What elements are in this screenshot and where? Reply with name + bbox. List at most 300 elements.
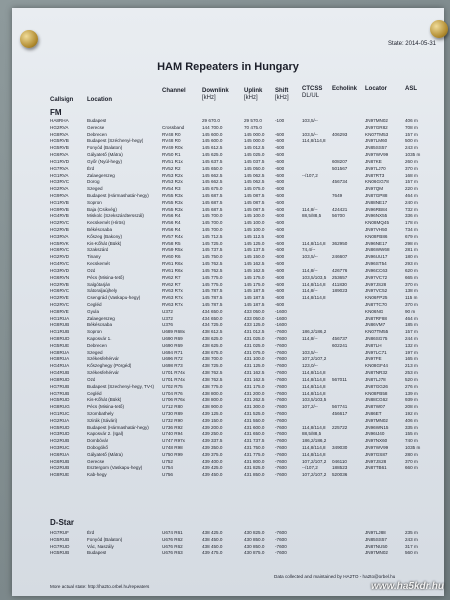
- cell-up: 145 100.0: [244, 220, 265, 226]
- cell-loc: Sopron: [87, 329, 102, 335]
- cell-ch: U754: [162, 465, 173, 471]
- cell-call: HG4RVC: [50, 261, 70, 267]
- cell-ct: 186,2/186,2: [302, 329, 327, 335]
- cell-sh: -7600: [275, 536, 287, 542]
- cell-ec: 426776: [332, 267, 348, 273]
- table-row: [12, 322, 444, 329]
- cell-ct: 114,8/114,8: [302, 390, 326, 396]
- cell-sh: -600: [275, 152, 285, 158]
- cell-up: 431 262.5: [244, 397, 265, 403]
- header-uplink: Uplink [kHz]: [244, 88, 263, 101]
- cell-sh: -600: [275, 254, 285, 260]
- cell-loc: Tinany: [87, 254, 101, 260]
- cell-lo: JN97VC72: [365, 274, 388, 280]
- cell-dn: 145 762.5: [202, 261, 223, 267]
- cell-call: HG2RVB: [50, 281, 69, 287]
- cell-up: 145 000.0: [244, 138, 265, 144]
- cell-up: 433 050.0: [244, 308, 265, 314]
- cell-lo: JN87LJ78: [365, 376, 386, 382]
- cell-up: 431 025.0: [244, 336, 265, 341]
- cell-asl: 740 m: [405, 438, 418, 444]
- cell-lo: JN97NX60: [365, 438, 388, 444]
- cell-dn: 145 775.0: [202, 281, 223, 287]
- cell-ct: 88,5/88,5: [302, 431, 322, 437]
- cell-ct: 103,5/--: [302, 131, 318, 137]
- cell-loc: Kis-Kőhát (Bükk): [87, 240, 122, 246]
- cell-call: HG2RUB: [50, 438, 70, 444]
- table-row: [12, 179, 444, 186]
- cell-ch: RV56 R4: [162, 220, 181, 226]
- cell-sh: -1600: [275, 315, 287, 321]
- cell-sh: -7600: [275, 383, 287, 389]
- cell-lo: JN85SS57: [365, 145, 387, 151]
- cell-ch: RV60 R6: [162, 254, 181, 260]
- cell-ec: 411830: [332, 281, 347, 287]
- cell-dn: 439 375.0: [202, 451, 223, 457]
- cell-loc: Budapest (Hármashatár-hegy): [87, 192, 149, 198]
- cell-ch: Crossband: [162, 124, 185, 130]
- cell-ec: 406293: [332, 131, 348, 137]
- cell-ec: 567741: [332, 404, 348, 410]
- cell-call: HG2RVC: [50, 220, 70, 226]
- cell-lo: JN97MN02: [365, 417, 388, 423]
- cell-dn: 145 600.0: [202, 138, 223, 144]
- cell-ch: U701 R74x: [162, 370, 185, 376]
- cell-ec: 188523: [332, 465, 348, 471]
- table-row: [12, 384, 444, 391]
- cell-ch: RV48 R0: [162, 138, 181, 144]
- table-row: [12, 193, 444, 200]
- cell-dn: 145 787.5: [202, 288, 223, 294]
- cell-sh: -7600: [275, 376, 287, 382]
- cell-call: HG8RUD: [50, 336, 70, 341]
- cell-sh: -7600: [275, 438, 287, 444]
- cell-up: 431 125.0: [244, 363, 265, 369]
- header-locator: Locator: [365, 86, 388, 92]
- table-row: [12, 173, 444, 180]
- cell-lo: KN06GG78: [365, 179, 389, 185]
- pushpin-icon: [430, 20, 448, 38]
- table-row: [12, 431, 444, 438]
- table-row: [12, 132, 444, 139]
- cell-lo: JN96WN15: [365, 424, 389, 430]
- cell-asl: 276 m: [405, 383, 418, 389]
- cell-ch: U676 R62: [162, 543, 183, 549]
- cell-ct: 103,5/--: [302, 118, 318, 123]
- cell-asl: 157 m: [405, 131, 418, 137]
- cell-dn: 439 150.0: [202, 417, 223, 423]
- cell-ct: 114,8/114,8: [302, 445, 326, 450]
- cell-loc: Ozd: [87, 267, 96, 273]
- cell-lo: JN97GR82: [365, 124, 388, 130]
- cell-up: 431 162.5: [244, 370, 265, 376]
- cell-up: 431 775.0: [244, 451, 265, 457]
- cell-dn: 438 612.5: [202, 329, 223, 335]
- cell-dn: 438 425.0: [202, 530, 223, 535]
- cell-sh: -7600: [275, 342, 287, 348]
- cell-sh: -7600: [275, 424, 287, 430]
- cell-sh: -600: [275, 247, 285, 253]
- cell-ec: 189023: [332, 288, 348, 294]
- cell-loc: Zalaegerszeg: [87, 315, 115, 321]
- cell-asl: 734 m: [405, 227, 418, 232]
- cell-ct: 103,5/103,5: [302, 397, 327, 403]
- cell-up: 431 100.0: [244, 356, 265, 362]
- cell-ct: 114,8/114,8: [302, 370, 326, 376]
- cell-sh: -600: [275, 281, 285, 287]
- cell-call: HG5RUE: [50, 342, 70, 348]
- cell-call: HG2RVE: [50, 295, 69, 301]
- cell-dn: 145 737.5: [202, 247, 223, 253]
- cell-up: 431 175.0: [244, 383, 265, 389]
- cell-lo: JN97WV99: [365, 445, 389, 450]
- cell-lo: JN87TB61: [365, 465, 387, 471]
- cell-ch: U740 R94: [162, 431, 183, 437]
- cell-ch: RV54 R3: [162, 186, 181, 192]
- cell-loc: Szeged: [87, 186, 103, 192]
- cell-loc: Kecskemét: [87, 261, 110, 267]
- cell-sh: -7600: [275, 363, 287, 369]
- cell-up: 431 162.5: [244, 376, 265, 382]
- table-row: [12, 309, 444, 316]
- cell-call: HG3RVC: [50, 179, 70, 185]
- cell-ct: 114,8/--: [302, 336, 318, 341]
- cell-asl: 132 m: [405, 342, 418, 348]
- cell-ct: 114,8/114,8: [302, 424, 326, 430]
- cell-lo: JN87GP88: [365, 192, 388, 198]
- cell-call: HG1RUB: [50, 329, 70, 335]
- cell-ct: 114,8/114,8: [302, 240, 326, 246]
- cell-call: HG2RVC: [50, 301, 70, 307]
- table-row: [12, 425, 444, 432]
- cell-ct: 107,2/--: [302, 404, 318, 410]
- table-row: [12, 125, 444, 132]
- table-row: [12, 261, 444, 268]
- cell-dn: 145 612.5: [202, 145, 223, 151]
- cell-call: HG5RVK: [50, 240, 69, 246]
- table-row: [12, 343, 444, 350]
- cell-call: HG7RUB: [50, 383, 70, 389]
- cell-ec: 362950: [332, 240, 348, 246]
- cell-asl: 180 m: [405, 254, 418, 260]
- cell-call: HA8RHA: [50, 118, 69, 123]
- cell-ch: U376: [162, 322, 173, 328]
- cell-loc: Gerecse: [87, 124, 105, 130]
- cell-loc: Szirák (Sávári): [87, 417, 118, 423]
- cell-ct: 114,8/114,8: [302, 281, 326, 287]
- cell-up: 145 162.5: [244, 267, 265, 273]
- table-row: [12, 411, 444, 418]
- cell-ch: RV55 R3x: [162, 206, 183, 212]
- cell-up: 145 087.5: [244, 192, 265, 198]
- cell-dn: 145 687.5: [202, 192, 223, 198]
- table-row: [12, 302, 444, 309]
- cell-call: HG8RUB: [50, 322, 70, 328]
- cell-ch: U676 R63: [162, 550, 183, 556]
- cell-asl: 406 m: [405, 417, 418, 423]
- cell-lo: JN96RB84: [365, 206, 388, 212]
- cell-ch: U756: [162, 472, 173, 478]
- table-row: [12, 138, 444, 145]
- cell-call: HG5RUD: [50, 397, 70, 403]
- cell-sh: -7600: [275, 349, 287, 355]
- cell-ch: U736 R92: [162, 424, 183, 430]
- cell-dn: 439 425.0: [202, 465, 223, 471]
- cell-ch: RV48 R0: [162, 131, 181, 137]
- cell-sh: -600: [275, 131, 285, 137]
- cell-ch: U696 R72: [162, 356, 183, 362]
- cell-asl: 298 m: [405, 240, 418, 246]
- cell-call: HG8RVE: [50, 308, 69, 314]
- cell-dn: 144 700.0: [202, 124, 223, 130]
- cell-lo: JN87KE: [365, 158, 382, 164]
- cell-up: 431 600.0: [244, 424, 265, 430]
- cell-dn: 438 450.0: [202, 536, 223, 542]
- cell-ch: U752: [162, 458, 173, 464]
- cell-asl: 240 m: [405, 199, 418, 205]
- cell-call: HG1RVB: [50, 199, 69, 205]
- cell-ch: U712 R80: [162, 404, 183, 410]
- cell-ch: RV59 R5x: [162, 247, 183, 253]
- table-row: [12, 282, 444, 289]
- cell-lo: KN06FP25: [365, 295, 388, 301]
- header-echolink: Echolink: [332, 86, 358, 92]
- cell-ch: RV53 R2x: [162, 179, 183, 185]
- cell-loc: Debrecen: [87, 342, 107, 348]
- cell-ch: RV61 R6x: [162, 261, 183, 267]
- cell-sh: -7600: [275, 397, 287, 403]
- cell-sh: -7600: [275, 336, 287, 341]
- cell-call: HG6RUB: [50, 458, 70, 464]
- cell-sh: -600: [275, 267, 285, 273]
- cell-call: HG5RUB: [50, 550, 70, 556]
- cell-ec: 456737: [332, 336, 348, 341]
- cell-ch: RV62 R7: [162, 274, 181, 280]
- cell-dn: 439 450.0: [202, 472, 223, 478]
- cell-ct: 114,8/114,8: [302, 138, 326, 144]
- cell-sh: -7600: [275, 543, 287, 549]
- cell-up: 145 037.5: [244, 158, 265, 164]
- pushpin-icon: [20, 30, 38, 48]
- cell-call: HG2RVA: [50, 186, 69, 192]
- cell-loc: Pécs (Misina-tető): [87, 404, 125, 410]
- cell-ec: 456734: [332, 179, 348, 185]
- cell-call: HG8RUA: [50, 349, 70, 355]
- cell-up: 145 075.0: [244, 186, 265, 192]
- cell-sh: -600: [275, 199, 285, 205]
- header-channel: Channel: [162, 88, 186, 94]
- cell-asl: 157 m: [405, 329, 418, 335]
- cell-sh: -7600: [275, 458, 287, 464]
- table-row: [12, 247, 444, 254]
- cell-lo: JN96NX55: [365, 213, 388, 219]
- cell-lo: KN08FB86: [365, 233, 388, 239]
- cell-sh: -600: [275, 301, 285, 307]
- cell-call: HG3RUC: [50, 445, 70, 450]
- cell-dn: 439 250.0: [202, 431, 223, 437]
- cell-sh: -7600: [275, 370, 287, 376]
- status-date: State: 2014-05-31: [387, 41, 436, 47]
- cell-asl: 253 m: [405, 370, 418, 376]
- cell-ch: U750 R99: [162, 451, 183, 457]
- cell-up: 70 475.0: [244, 124, 262, 130]
- cell-loc: Székesfehérvár: [87, 356, 119, 362]
- cell-ch: RV63 R7x: [162, 295, 183, 301]
- cell-up: 431 825.0: [244, 465, 265, 471]
- cell-sh: -7600: [275, 329, 287, 335]
- cell-loc: Ozd: [87, 376, 96, 382]
- cell-ec: 253657: [332, 274, 348, 280]
- cell-ch: RV57 R4x: [162, 233, 183, 239]
- cell-dn: 145 712.5: [202, 233, 223, 239]
- cell-ct: 103,5/--: [302, 254, 318, 260]
- cell-call: HG6RVC: [50, 247, 70, 253]
- repeater-list-sheet: [12, 8, 444, 596]
- cell-ec: 608207: [332, 158, 348, 164]
- table-row: [12, 530, 444, 537]
- cell-sh: -600: [275, 172, 285, 178]
- cell-call: HG5RVB: [50, 138, 69, 144]
- cell-up: 29 570.0: [244, 118, 262, 123]
- cell-ch: RV51 R1x: [162, 158, 183, 164]
- cell-up: 431 800.0: [244, 458, 265, 464]
- cell-asl: 178 m: [405, 220, 418, 226]
- cell-ec: 567011: [332, 376, 347, 382]
- cell-dn: 145 687.5: [202, 206, 223, 212]
- cell-ch: RV50 R1: [162, 152, 181, 158]
- cell-ch: U689 R68x: [162, 329, 185, 335]
- cell-asl: 90 m: [405, 308, 416, 314]
- cell-dn: 434 650.0: [202, 308, 223, 314]
- cell-dn: 438 725.0: [202, 363, 223, 369]
- cell-asl: 192 m: [405, 410, 418, 416]
- section-fm: FM: [50, 108, 62, 117]
- footer-credit: Data collected and maintained by HA2TO - ha2to@orbel.hu: [274, 574, 396, 579]
- cell-sh: -7600: [275, 550, 287, 556]
- cell-lo: JN87W07: [365, 404, 386, 410]
- cell-loc: Esztergom (Vaskapu-hegy): [87, 465, 143, 471]
- cell-up: 431 650.0: [244, 431, 265, 437]
- cell-sh: -600: [275, 213, 285, 219]
- cell-sh: -7600: [275, 530, 287, 535]
- cell-ch: RV56 R4: [162, 227, 181, 232]
- table-row: [12, 465, 444, 472]
- cell-lo: JN88NE17: [365, 199, 388, 205]
- cell-sh: -600: [275, 165, 285, 171]
- cell-dn: 29 670.0: [202, 118, 220, 123]
- cell-loc: Székesfehérvár: [87, 370, 119, 376]
- cell-call: HG1RUA: [50, 315, 70, 321]
- cell-loc: Sopron: [87, 199, 102, 205]
- cell-dn: 438 800.0: [202, 390, 223, 396]
- cell-up: 433 125.0: [244, 322, 265, 328]
- cell-call: HG8RUE: [50, 472, 70, 478]
- cell-up: 430 825.0: [244, 530, 265, 535]
- cell-ec: 225722: [332, 424, 348, 430]
- cell-asl: 220 m: [405, 186, 418, 192]
- header-downlink: Downlink [kHz]: [202, 88, 229, 101]
- page-title: HAM Repeaters in Hungary: [157, 61, 299, 73]
- cell-ch: RV55 R3x: [162, 199, 183, 205]
- cell-loc: Cegléd: [87, 390, 102, 396]
- cell-up: 145 150.0: [244, 254, 265, 260]
- cell-dn: 438 762.5: [202, 376, 223, 382]
- cell-call: HG5RUD: [50, 424, 70, 430]
- cell-lo: JN96UU17: [365, 254, 388, 260]
- cell-asl: 464 m: [405, 315, 418, 321]
- table-row: [12, 118, 444, 125]
- cell-lo: JN97LJ70: [365, 165, 386, 171]
- cell-asl: 168 m: [405, 172, 418, 178]
- cell-ec: 501567: [332, 165, 348, 171]
- table-row: [12, 350, 444, 357]
- cell-sh: -7600: [275, 431, 287, 437]
- cell-lo: KN07TM55: [365, 329, 389, 335]
- cell-up: 430 850.0: [244, 536, 265, 542]
- table-row: [12, 275, 444, 282]
- cell-lo: JN97MN02: [365, 550, 388, 556]
- cell-lo: JN97LJ88: [365, 530, 386, 535]
- section-dstar: D-Star: [50, 518, 75, 527]
- footer-url: More actual state: http://ha2to.orbel.hu/repeaters: [50, 584, 150, 589]
- cell-lo: KN07TM53: [365, 131, 389, 137]
- cell-asl: 370 m: [405, 458, 418, 464]
- cell-asl: 732 m: [405, 206, 418, 212]
- cell-ch: U747 R97x: [162, 438, 185, 444]
- cell-dn: 438 450.0: [202, 543, 223, 549]
- cell-lo: JN96CC63: [365, 267, 388, 273]
- cell-lo: JN97JS28: [365, 458, 387, 464]
- cell-loc: Csengrád (Vaskapu-hegy): [87, 295, 141, 301]
- cell-ct: 114,8/114,8: [302, 451, 326, 457]
- table-row: [12, 234, 444, 241]
- cell-loc: Gyula: [87, 308, 100, 314]
- cell-sh: -1600: [275, 308, 287, 314]
- cell-call: HG7RVA: [50, 165, 69, 171]
- cell-ct: 186,2/186,2: [302, 438, 327, 444]
- cell-up: 145 062.5: [244, 179, 265, 185]
- cell-asl: 197 m: [405, 349, 418, 355]
- cell-asl: 260 m: [405, 158, 418, 164]
- cell-asl: 165 m: [405, 356, 418, 362]
- cell-up: 145 125.0: [244, 240, 265, 246]
- cell-dn: 438 625.0: [202, 336, 223, 341]
- table-row: [12, 316, 444, 323]
- cell-sh: -600: [275, 240, 285, 246]
- cell-up: 431 750.0: [244, 445, 265, 450]
- cell-call: HG7RUB: [50, 390, 70, 396]
- cell-sh: -600: [275, 227, 285, 232]
- cell-sh: -600: [275, 233, 285, 239]
- cell-ct: 107,2/107,2: [302, 458, 327, 464]
- cell-ec: 424421: [332, 206, 348, 212]
- cell-up: 431 200.0: [244, 390, 265, 396]
- cell-loc: Szeged: [87, 349, 103, 355]
- cell-lo: JN87LH: [365, 342, 382, 348]
- cell-call: HG8RUG: [50, 404, 70, 410]
- cell-up: 145 087.5: [244, 206, 265, 212]
- cell-ec: 246607: [332, 254, 348, 260]
- table-row: [12, 438, 444, 445]
- cell-call: HG1RVA: [50, 172, 69, 178]
- cell-dn: 145 725.0: [202, 240, 223, 246]
- cell-ct: 114,8/--: [302, 206, 318, 212]
- cell-lo: JN86VM7: [365, 322, 386, 328]
- cell-sh: -1600: [275, 322, 287, 328]
- cell-loc: Érd: [87, 530, 95, 535]
- dstar-table: [12, 530, 444, 557]
- cell-ec: 456617: [332, 410, 348, 416]
